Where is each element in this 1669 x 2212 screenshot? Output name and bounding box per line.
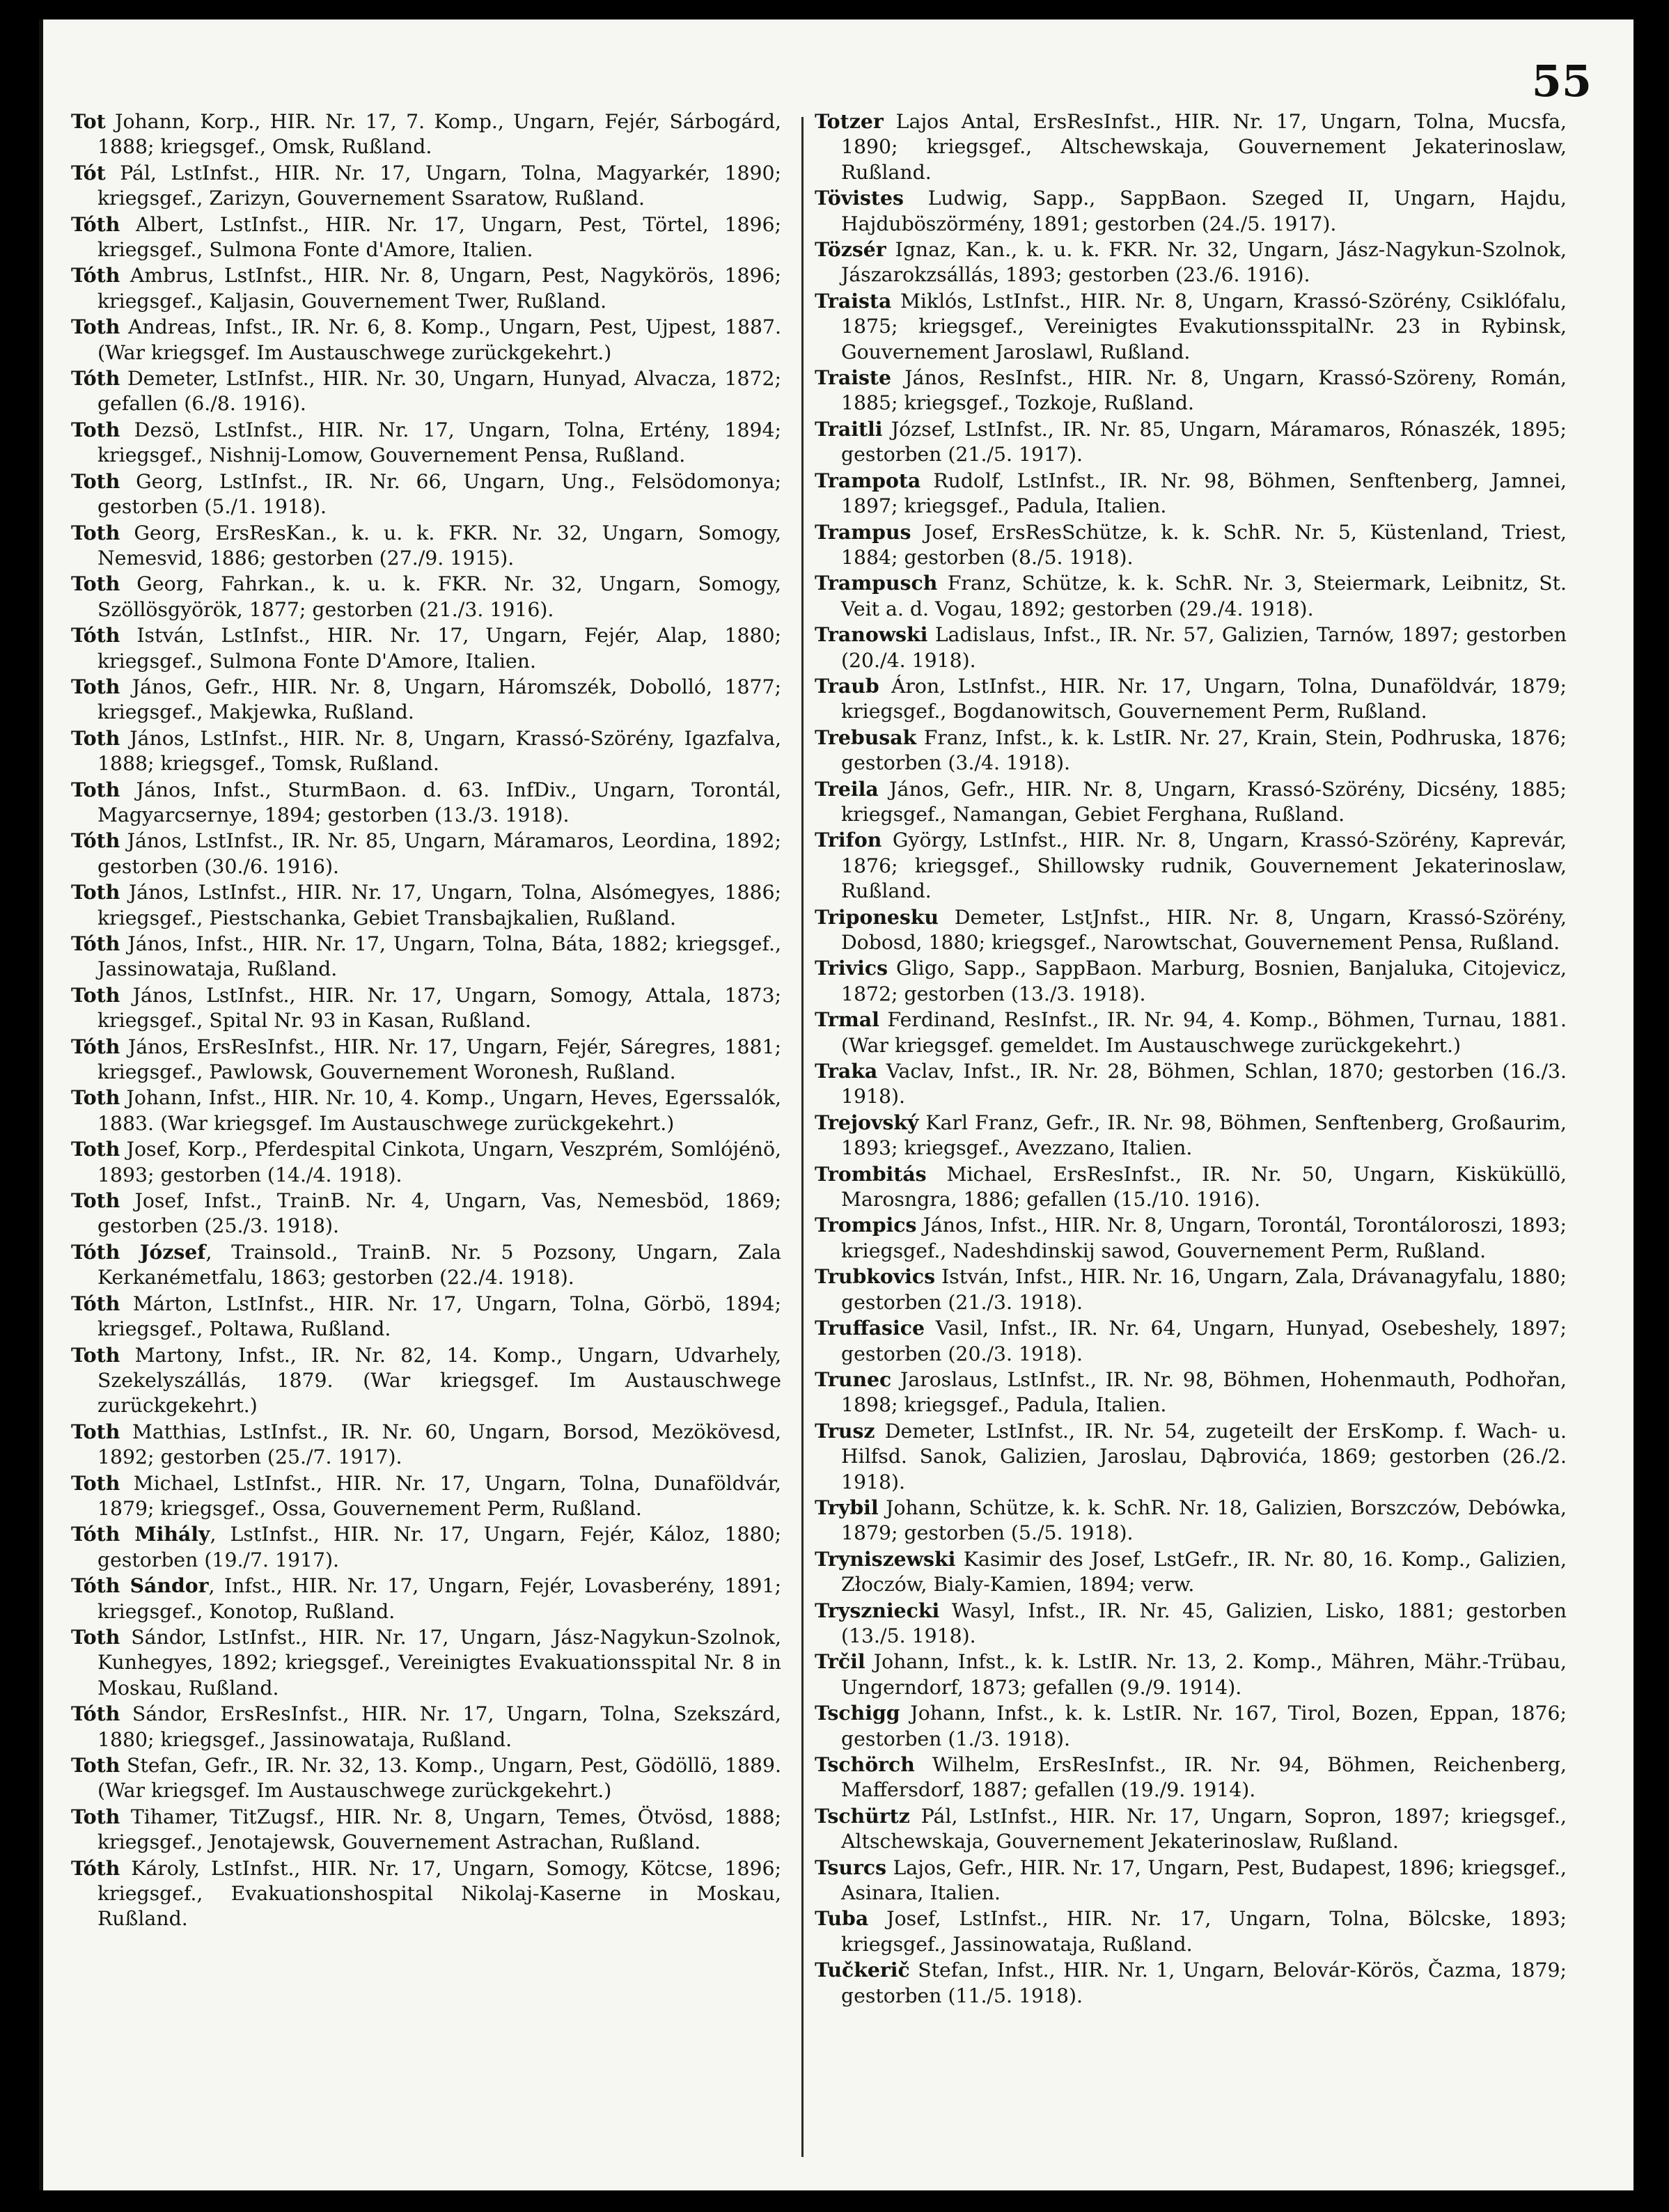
entry-surname: Tóth	[71, 212, 120, 236]
entry-details: Demeter, LstJnfst., HIR. Nr. 8, Ungarn, Krassó-Szörény, Dobosd, 1880; kriegsgef., Narowtschat, Gouvernement Pensa, Rußland.	[841, 905, 1567, 954]
entry-surname: Toth	[71, 520, 120, 544]
entry-surname: Toth	[71, 674, 120, 698]
entry-details: Josef, LstInfst., HIR. Nr. 17, Ungarn, Tolna, Bölcske, 1893; kriegsgef., Jassinowataja, Rußland.	[841, 1907, 1567, 1956]
list-item	[71, 1752, 781, 1804]
entry-surname: Trejovský	[815, 1110, 919, 1134]
entry-details: János, LstInfst., HIR. Nr. 17, Ungarn, Somogy, Attala, 1873; kriegsgef., Spital Nr. 93 in Kasan, Rußland.	[97, 983, 781, 1033]
entry-details: Stefan, Infst., HIR. Nr. 1, Ungarn, Belovár-Körös, Čazma, 1879; gestorben (11./5. 1918).	[841, 1959, 1567, 2007]
entry-details: Karl Franz, Gefr., IR. Nr. 98, Böhmen, Senftenberg, Großaurim, 1893; kriegsgef., Avezzano, Italien.	[841, 1111, 1567, 1160]
entry-details: György, LstInfst., HIR. Nr. 8, Ungarn, Krassó-Szörény, Kaprevár, 1876; kriegsgef., Shillowsky rudnik, Gouvernement Jekaterinoslaw, Rußland.	[841, 829, 1567, 903]
entry-details: János, ResInfst., HIR. Nr. 8, Ungarn, Krassó-Szöreny, Román, 1885; kriegsgef., Tozkoje, Rußland.	[841, 366, 1567, 415]
entry-surname: Toth	[71, 777, 120, 801]
entry-details: Johann, Infst., k. k. LstIR. Nr. 167, Tirol, Bozen, Eppan, 1876; gestorben (1./3. 1918).	[841, 1702, 1567, 1750]
entry-surname: Tövistes	[815, 186, 904, 210]
list-item	[71, 674, 781, 725]
entry-details: Pál, LstInfst., HIR. Nr. 17, Ungarn, Tolna, Magyarkér, 1890; kriegsgef., Zarizyn, Gouvernement Ssaratow, Rußland.	[97, 161, 781, 210]
entry-surname: Tot	[71, 109, 106, 133]
entry-surname: Trombitás	[815, 1161, 927, 1186]
entry-details: Stefan, Gefr., IR. Nr. 32, 13. Komp., Ungarn, Pest, Gödöllö, 1889. (War kriegsgef. Im Austauschwege zurückgekehrt.)	[97, 1754, 781, 1803]
list-item	[815, 776, 1567, 828]
list-item	[815, 519, 1567, 571]
list-item	[815, 673, 1567, 725]
entry-details: Andreas, Infst., IR. Nr. 6, 8. Komp., Ungarn, Pest, Ujpest, 1887. (War kriegsgef. Im Austauschwege zurückgekehrt.)	[97, 315, 781, 364]
entry-details: Michael, LstInfst., HIR. Nr. 17, Ungarn, Tolna, Dunaföldvár, 1879; kriegsgef., Ossa, Gouvernement Perm, Rußland.	[97, 1471, 781, 1520]
entry-details: Pál, LstInfst., HIR. Nr. 17, Ungarn, Sopron, 1897; kriegsgef., Altschewskaja, Gouvernement Jekaterinoslaw, Rußland.	[841, 1804, 1567, 1853]
entry-details: Tihamer, TitZugsf., HIR. Nr. 8, Ungarn, Temes, Ötvösd, 1888; kriegsgef., Jenotajewsk, Gouvernement Astrachan, Rußland.	[97, 1805, 781, 1854]
entry-details: János, Infst., SturmBaon. d. 63. InfDiv., Ungarn, Torontál, Magyarcsernye, 1894; gestorben (13./3. 1918).	[97, 778, 781, 826]
list-item	[815, 955, 1567, 1007]
list-item	[815, 109, 1567, 185]
entry-surname: Tözsér	[815, 237, 886, 262]
list-item	[815, 725, 1567, 776]
entry-details: Georg, ErsResKan., k. u. k. FKR. Nr. 32, Ungarn, Somogy, Nemesvid, 1886; gestorben (27./9. 1915).	[97, 521, 781, 570]
entry-details: János, LstInfst., IR. Nr. 85, Ungarn, Máramaros, Leordina, 1892; gestorben (30./6. 1916).	[97, 829, 781, 878]
entry-details: Georg, Fahrkan., k. u. k. FKR. Nr. 32, Ungarn, Somogy, Szöllösgyörök, 1877; gestorben (21./3. 1916).	[97, 572, 781, 621]
entry-details: Josef, Infst., TrainB. Nr. 4, Ungarn, Vas, Nemesböd, 1869; gestorben (25./3. 1918).	[97, 1189, 781, 1238]
entry-surname: Trybil	[815, 1495, 879, 1519]
entry-surname: Tóth	[71, 932, 120, 955]
entry-details: Demeter, LstInfst., IR. Nr. 54, zugeteilt der ErsKomp. f. Wach- u. Hilfsd. Sanok, Galizien, Jaroslau, Dąbrovića, 1869; gestorben (26./2. 1918).	[841, 1419, 1567, 1493]
entry-surname: Triponesku	[815, 904, 939, 929]
entry-surname: Tóth	[71, 829, 120, 853]
entry-surname: Toth	[71, 572, 120, 596]
entry-surname: Trunec	[815, 1367, 892, 1391]
column-divider	[801, 117, 804, 2157]
entry-details: Ignaz, Kan., k. u. k. FKR. Nr. 32, Ungarn, Jász-Nagykun-Szolnok, Jászarokzsállás, 1893; gestorben (23./6. 1916).	[841, 238, 1567, 287]
entry-details: Josef, Korp., Pferdespital Cinkota, Ungarn, Veszprém, Somlójénö, 1893; gestorben (14./4. 1918).	[97, 1138, 781, 1186]
list-item	[71, 1804, 781, 1856]
list-item	[815, 904, 1567, 956]
list-item	[71, 417, 781, 469]
list-item	[815, 416, 1567, 468]
entry-surname: Tryniszewski	[815, 1546, 956, 1571]
list-item	[71, 262, 781, 314]
entry-surname: Trampus	[815, 519, 911, 544]
entry-details: József, LstInfst., IR. Nr. 85, Ungarn, Máramaros, Rónaszék, 1895; gestorben (21./5. 1917).	[841, 417, 1567, 466]
entry-surname: Toth	[71, 1342, 120, 1367]
entry-surname: Toth	[71, 982, 120, 1007]
entry-details: Johann, Infst., HIR. Nr. 10, 4. Komp., Ungarn, Heves, Egerssalók, 1883. (War kriegsgef. Im Austauschwege zurückgekehrt.)	[97, 1086, 781, 1135]
entry-surname: Toth	[71, 1804, 120, 1828]
entry-surname: Toth	[71, 880, 120, 904]
list-item	[815, 1957, 1567, 2009]
list-item	[815, 1315, 1567, 1367]
entry-details: Jaroslaus, LstInfst., IR. Nr. 98, Böhmen, Hohenmauth, Podhořan, 1898; kriegsgef., Padula, Italien.	[841, 1367, 1567, 1417]
entry-surname: Tóth	[71, 366, 120, 391]
entry-surname: Trifon	[815, 828, 882, 852]
entry-details: Matthias, LstInfst., IR. Nr. 60, Ungarn, Borsod, Mezökövesd, 1892; gestorben (25./7. 1917).	[97, 1420, 781, 1469]
list-item	[815, 1212, 1567, 1264]
entry-details: Miklós, LstInfst., HIR. Nr. 8, Ungarn, Krassó-Szörény, Csiklófalu, 1875; kriegsgef., Vereinigtes EvakutionsspitalNr. 23 in Rybinsk, Gouvernement Jaroslawl, Rußland.	[841, 289, 1567, 363]
entry-details: Josef, ErsResSchütze, k. k. SchR. Nr. 5, Küstenland, Triest, 1884; gestorben (8./5. 1918).	[841, 520, 1567, 569]
entry-surname: Tryszniecki	[815, 1598, 940, 1622]
entry-surname: Tschigg	[815, 1701, 900, 1725]
entry-details: István, LstInfst., HIR. Nr. 17, Ungarn, Fejér, Alap, 1880; kriegsgef., Sulmona Fonte D'Amore, Italien.	[97, 624, 781, 673]
list-item	[71, 109, 781, 160]
entry-details: János, ErsResInfst., HIR. Nr. 17, Ungarn, Fejér, Sáregres, 1881; kriegsgef., Pawlowsk, Gouvernement Woronesh, Rußland.	[97, 1035, 781, 1084]
entry-details: , Trainsold., TrainB. Nr. 5 Pozsony, Ungarn, Zala Kerkanémetfalu, 1863; gestorben (22./4. 1918).	[97, 1240, 781, 1289]
page-number: 55	[1531, 56, 1592, 107]
entry-surname: Traiste	[815, 366, 891, 390]
list-item	[815, 1855, 1567, 1906]
list-item	[815, 1058, 1567, 1110]
list-item	[71, 1239, 781, 1291]
list-item	[71, 931, 781, 982]
list-item	[71, 520, 781, 572]
list-item	[71, 1136, 781, 1188]
list-item	[815, 288, 1567, 365]
entry-details: János, Gefr., HIR. Nr. 8, Ungarn, Krassó-Szörény, Dicsény, 1885; kriegsgef., Namangan, Gebiet Ferghana, Rußland.	[841, 777, 1567, 826]
list-item	[71, 366, 781, 417]
entry-details: János, LstInfst., HIR. Nr. 8, Ungarn, Krassó-Szörény, Igazfalva, 1888; kriegsgef., Tomsk, Rußland.	[97, 726, 781, 776]
entry-details: Wasyl, Infst., IR. Nr. 45, Galizien, Lisko, 1881; gestorben (13./5. 1918).	[841, 1599, 1567, 1647]
entry-surname: Tóth	[71, 1856, 120, 1880]
list-item	[71, 314, 781, 366]
document-page	[39, 19, 1633, 2190]
entry-surname: Toth	[71, 1419, 120, 1443]
entry-surname: Tschörch	[815, 1752, 915, 1776]
list-item	[71, 1701, 781, 1752]
entry-details: Demeter, LstInfst., HIR. Nr. 30, Ungarn, Hunyad, Alvacza, 1872; gefallen (6./8. 1916).	[97, 367, 781, 416]
entry-details: Vasil, Infst., IR. Nr. 64, Ungarn, Hunyad, Osebeshely, 1897; gestorben (20./3. 1918).	[841, 1317, 1567, 1365]
entry-details: , Infst., HIR. Nr. 17, Ungarn, Fejér, Lovasberény, 1891; kriegsgef., Konotop, Rußland.	[97, 1574, 781, 1623]
entry-details: Lajos Antal, ErsResInfst., HIR. Nr. 17, Ungarn, Tolna, Mucsfa, 1890; kriegsgef., Altschewskaja, Gouvernement Jekaterinoslaw, Rußland.	[841, 110, 1567, 184]
entry-surname: Treila	[815, 776, 879, 801]
list-item	[815, 827, 1567, 904]
list-item	[815, 1803, 1567, 1855]
entry-details: Vaclav, Infst., IR. Nr. 28, Böhmen, Schlan, 1870; gestorben (16./3. 1918).	[841, 1060, 1567, 1108]
entry-surname: Toth	[71, 417, 120, 441]
list-item	[815, 1598, 1567, 1649]
entry-surname: Toth	[71, 1753, 120, 1777]
entry-surname: Tóth Sándor	[71, 1574, 209, 1598]
right-column	[815, 109, 1567, 2009]
list-item	[71, 879, 781, 931]
entry-surname: Totzer	[815, 109, 884, 133]
entry-surname: Trčil	[815, 1649, 865, 1674]
list-item	[815, 570, 1567, 622]
entry-surname: Tóth József	[71, 1239, 206, 1264]
entry-details: Johann, Infst., k. k. LstIR. Nr. 13, 2. Komp., Mähren, Mähr.-Trübau, Ungerndorf, 1873; gefallen (9./9. 1914).	[841, 1650, 1567, 1699]
list-item	[815, 1906, 1567, 1957]
entry-surname: Toth	[71, 1470, 120, 1495]
list-item	[815, 185, 1567, 237]
entry-details: János, LstInfst., HIR. Nr. 17, Ungarn, Tolna, Alsómegyes, 1886; kriegsgef., Piestschanka, Gebiet Transbajkalien, Rußland.	[97, 881, 781, 929]
list-item	[815, 1700, 1567, 1752]
list-item	[815, 1161, 1567, 1213]
entry-details: Martony, Infst., IR. Nr. 82, 14. Komp., Ungarn, Udvarhely, Szekelyszállás, 1879. (War kriegsgef. Im Austauschwege zurückgekehrt.)	[97, 1343, 781, 1418]
left-column	[71, 109, 781, 1932]
entry-surname: Tučkerič	[815, 1958, 910, 1982]
entry-surname: Tóth	[71, 1291, 120, 1315]
entry-details: Michael, ErsResInfst., IR. Nr. 50, Ungarn, Kisküküllö, Marosngra, 1886; gefallen (15./10. 1916).	[841, 1162, 1567, 1211]
entry-details: Johann, Korp., HIR. Nr. 17, 7. Komp., Ungarn, Fejér, Sárbogárd, 1888; kriegsgef., Omsk, Rußland.	[97, 110, 781, 159]
entry-details: , LstInfst., HIR. Nr. 17, Ungarn, Fejér, Káloz, 1880; gestorben (19./7. 1917).	[97, 1523, 781, 1571]
entry-details: Kasimir des Josef, LstGefr., IR. Nr. 80, 16. Komp., Galizien, Złoczów, Bialy-Kamien, 1894; verw.	[841, 1547, 1567, 1597]
list-item	[71, 828, 781, 879]
entry-surname: Tóth	[71, 623, 120, 648]
entry-surname: Trmal	[815, 1007, 879, 1032]
list-item	[71, 212, 781, 263]
list-item	[71, 622, 781, 674]
list-item	[71, 571, 781, 622]
entry-surname: Toth	[71, 1137, 120, 1161]
list-item	[815, 365, 1567, 416]
list-item	[71, 777, 781, 829]
entry-surname: Trampusch	[815, 571, 938, 595]
list-item	[71, 1342, 781, 1419]
entry-details: János, Infst., HIR. Nr. 8, Ungarn, Torontál, Torontáloroszi, 1893; kriegsgef., Nadeshdinskij sawod, Gouvernement Perm, Rußland.	[841, 1214, 1567, 1262]
entry-details: Sándor, ErsResInfst., HIR. Nr. 17, Ungarn, Tolna, Szekszárd, 1880; kriegsgef., Jassinowataja, Rußland.	[97, 1702, 781, 1751]
list-item	[71, 469, 781, 520]
list-item	[815, 237, 1567, 288]
list-item	[71, 1188, 781, 1239]
entry-surname: Trusz	[815, 1418, 875, 1443]
entry-surname: Tuba	[815, 1906, 869, 1931]
entry-surname: Traub	[815, 673, 879, 698]
list-item	[71, 1573, 781, 1624]
list-item	[71, 1856, 781, 1932]
list-item	[71, 982, 781, 1034]
entry-surname: Truffasice	[815, 1316, 925, 1340]
entry-details: Albert, LstInfst., HIR. Nr. 17, Ungarn, Pest, Törtel, 1896; kriegsgef., Sulmona Fonte d'Amore, Italien.	[97, 212, 781, 262]
entry-surname: Tsurcs	[815, 1855, 887, 1879]
entry-surname: Tranowski	[815, 622, 928, 647]
entry-details: Georg, LstInfst., IR. Nr. 66, Ungarn, Ung., Felsödomonya; gestorben (5./1. 1918).	[97, 469, 781, 519]
entry-details: Gligo, Sapp., SappBaon. Marburg, Bosnien, Banjaluka, Citojevicz, 1872; gestorben (13./3. 1918).	[841, 957, 1567, 1005]
entry-details: István, Infst., HIR. Nr. 16, Ungarn, Zala, Drávanagyfalu, 1880; gestorben (21./3. 1918).	[841, 1265, 1567, 1314]
entry-surname: Toth	[71, 725, 120, 750]
entry-details: Franz, Schütze, k. k. SchR. Nr. 3, Steiermark, Leibnitz, St. Veit a. d. Vogau, 1892; gestorben (29./4. 1918).	[841, 572, 1567, 620]
list-item	[815, 1546, 1567, 1598]
entry-details: Sándor, LstInfst., HIR. Nr. 17, Ungarn, Jász-Nagykun-Szolnok, Kunhegyes, 1892; kriegsgef., Vereinigtes Evakuationsspital Nr. 8 in Moskau, Rußland.	[97, 1625, 781, 1700]
list-item	[71, 160, 781, 212]
list-item	[71, 1419, 781, 1470]
entry-surname: Tschürtz	[815, 1803, 910, 1828]
list-item	[815, 1264, 1567, 1315]
entry-surname: Traitli	[815, 416, 883, 441]
list-item	[815, 622, 1567, 673]
list-item	[71, 725, 781, 777]
list-item	[815, 1752, 1567, 1803]
entry-details: Ladislaus, Infst., IR. Nr. 57, Galizien, Tarnów, 1897; gestorben (20./4. 1918).	[841, 623, 1567, 672]
entry-details: Ambrus, LstInfst., HIR. Nr. 8, Ungarn, Pest, Nagykörös, 1896; kriegsgef., Kaljasin, Gouvernement Twer, Rußland.	[97, 264, 781, 313]
list-item	[71, 1034, 781, 1085]
list-item	[815, 1007, 1567, 1058]
entry-details: Wilhelm, ErsResInfst., IR. Nr. 94, Böhmen, Reichenberg, Maffersdorf, 1887; gefallen (19./9. 1914).	[841, 1753, 1567, 1802]
entry-details: János, Gefr., HIR. Nr. 8, Ungarn, Háromszék, Dobolló, 1877; kriegsgef., Makjewka, Rußland.	[97, 675, 781, 724]
list-item	[71, 1085, 781, 1136]
entry-details: Áron, LstInfst., HIR. Nr. 17, Ungarn, Tolna, Dunaföldvár, 1879; kriegsgef., Bogdanowitsch, Gouvernement Perm, Rußland.	[841, 674, 1567, 723]
entry-details: János, Infst., HIR. Nr. 17, Ungarn, Tolna, Báta, 1882; kriegsgef., Jassinowataja, Rußland.	[97, 932, 781, 981]
entry-surname: Tót	[71, 160, 106, 185]
list-item	[815, 468, 1567, 519]
list-item	[815, 1418, 1567, 1495]
entry-details: Dezsö, LstInfst., HIR. Nr. 17, Ungarn, Tolna, Ertény, 1894; kriegsgef., Nishnij-Lomow, Gouvernement Pensa, Rußland.	[97, 418, 781, 467]
entry-details: Károly, LstInfst., HIR. Nr. 17, Ungarn, Somogy, Kötcse, 1896; kriegsgef., Evakuationshospital Nikolaj-Kaserne in Moskau, Rußland.	[97, 1856, 781, 1931]
entry-surname: Toth	[71, 469, 120, 493]
entry-surname: Traka	[815, 1059, 878, 1083]
entry-surname: Traista	[815, 288, 892, 313]
entry-details: Lajos, Gefr., HIR. Nr. 17, Ungarn, Pest, Budapest, 1896; kriegsgef., Asinara, Italien.	[841, 1856, 1567, 1905]
entry-surname: Tóth	[71, 263, 120, 288]
list-item	[815, 1649, 1567, 1700]
entry-surname: Trivics	[815, 956, 888, 980]
entry-surname: Tóth	[71, 1702, 120, 1726]
list-item	[71, 1521, 781, 1573]
entry-surname: Toth	[71, 1085, 120, 1110]
list-item	[71, 1470, 781, 1522]
entry-details: Franz, Infst., k. k. LstIR. Nr. 27, Krain, Stein, Podhruska, 1876; gestorben (3./4. 1918).	[841, 725, 1567, 775]
entry-surname: Trubkovics	[815, 1264, 936, 1289]
entry-surname: Trebusak	[815, 725, 917, 749]
entry-surname: Toth	[71, 315, 120, 339]
entry-surname: Trompics	[815, 1213, 917, 1237]
list-item	[71, 1624, 781, 1701]
entry-details: Ludwig, Sapp., SappBaon. Szeged II, Ungarn, Hajdu, Hajduböszörmény, 1891; gestorben (24./5. 1917).	[841, 187, 1567, 235]
entry-surname: Trampota	[815, 468, 921, 492]
entry-surname: Toth	[71, 1189, 120, 1213]
list-item	[71, 1291, 781, 1342]
list-item	[815, 1367, 1567, 1418]
entry-details: Márton, LstInfst., HIR. Nr. 17, Ungarn, Tolna, Görbö, 1894; kriegsgef., Poltawa, Rußland.	[97, 1292, 781, 1341]
entry-details: Rudolf, LstInfst., IR. Nr. 98, Böhmen, Senftenberg, Jamnei, 1897; kriegsgef., Padula, Italien.	[841, 469, 1567, 518]
entry-surname: Tóth	[71, 1034, 120, 1058]
entry-surname: Tóth Mihály	[71, 1522, 210, 1546]
list-item	[815, 1495, 1567, 1546]
entry-surname: Toth	[71, 1624, 120, 1649]
entry-details: Ferdinand, ResInfst., IR. Nr. 94, 4. Komp., Böhmen, Turnau, 1881. (War kriegsgef. gemeldet. Im Austauschwege zurückgekehrt.)	[841, 1008, 1567, 1057]
entry-details: Johann, Schütze, k. k. SchR. Nr. 18, Galizien, Borszczów, Debówka, 1879; gestorben (5./5. 1918).	[841, 1496, 1567, 1545]
list-item	[815, 1110, 1567, 1161]
